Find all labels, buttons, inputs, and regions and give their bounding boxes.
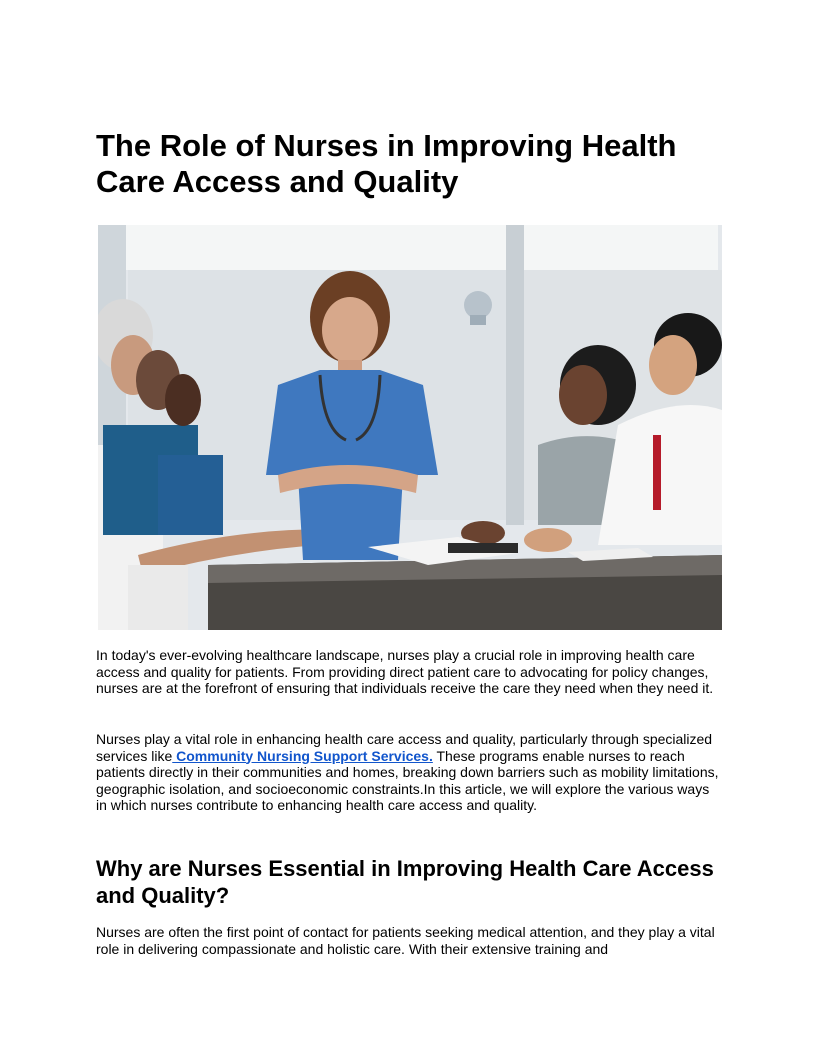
- services-text-before: Nurses play a vital role in enhancing health care access and quality, particularly through specialized services like: [96, 731, 713, 764]
- article-title: The Role of Nurses in Improving Health Care Access and Quality: [96, 128, 677, 199]
- nurses-meeting-photo: [98, 225, 722, 630]
- community-nursing-support-link[interactable]: Community Nursing Support Services.: [172, 747, 433, 764]
- nurses-essential-paragraph: Nurses are often the first point of contact for patients seeking medical attention, and they play a vital role in delivering compassionate and holistic care. With their extensive training and: [96, 924, 715, 957]
- section-heading: Why are Nurses Essential in Improving Health Care Access and Quality?: [96, 856, 714, 908]
- services-paragraph: [96, 731, 722, 814]
- intro-paragraph: In today's ever-evolving healthcare landscape, nurses play a crucial role in improving health care access and quality for patients. From providing direct patient care to advocating for policy changes, nurses are at the forefront of ensuring that individuals receive the care they need when they need it.: [96, 647, 714, 696]
- photo-icon: [98, 225, 722, 630]
- services-text-after: These programs enable nurses to reach patients directly in their communities and homes, breaking down barriers such as mobility limitations, geographic isolation, and socioeconomic constraints.In this article, we will explore the various ways in which nurses contribute to enhancing health care access and quality.: [96, 747, 719, 813]
